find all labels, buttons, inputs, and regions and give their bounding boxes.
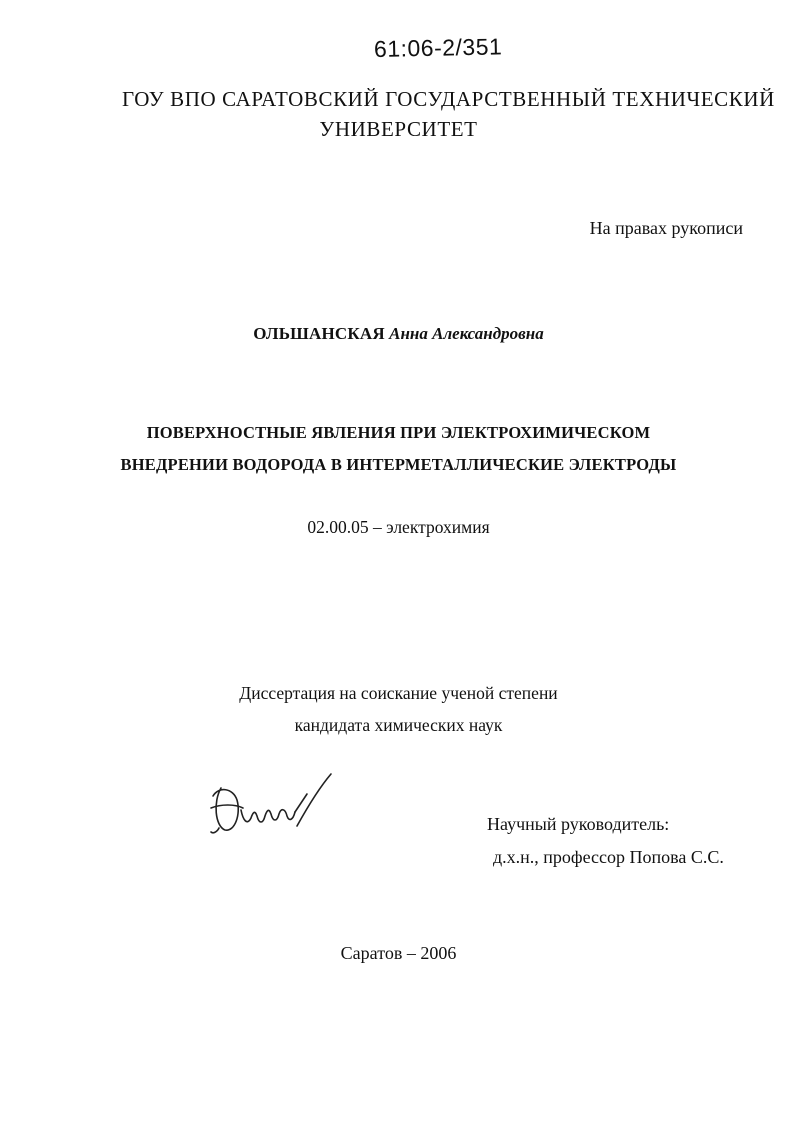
manuscript-rights-note: На правах рукописи [589, 218, 743, 238]
handwritten-signature-icon [207, 768, 337, 840]
specialty-code: 02.00.05 – электрохимия [307, 517, 490, 537]
organization-line-2: УНИВЕРСИТЕТ [319, 117, 478, 141]
degree-line-1: Диссертация на соискание ученой степени [239, 683, 558, 703]
author-name [0, 324, 797, 344]
author-given-names: Анна Александровна [389, 324, 544, 343]
supervisor-name: д.х.н., профессор Попова С.С. [493, 847, 724, 867]
dissertation-title-line-2: ВНЕДРЕНИИ ВОДОРОДА В ИНТЕРМЕТАЛЛИЧЕСКИЕ ЭЛЕКТРОДЫ [120, 455, 677, 474]
supervisor-label: Научный руководитель: [487, 814, 670, 834]
organization-line-1: ГОУ ВПО САРАТОВСКИЙ ГОСУДАРСТВЕННЫЙ ТЕХНИЧЕСКИЙ [122, 87, 775, 111]
author-surname: ОЛЬШАНСКАЯ [253, 324, 385, 343]
degree-line-2: кандидата химических наук [294, 715, 503, 735]
city-year: Саратов – 2006 [340, 943, 457, 963]
dissertation-title-line-1: ПОВЕРХНОСТНЫЕ ЯВЛЕНИЯ ПРИ ЭЛЕКТРОХИМИЧЕСКОМ [146, 423, 651, 442]
archive-stamp-code: 61:06-2/351 [373, 33, 503, 62]
